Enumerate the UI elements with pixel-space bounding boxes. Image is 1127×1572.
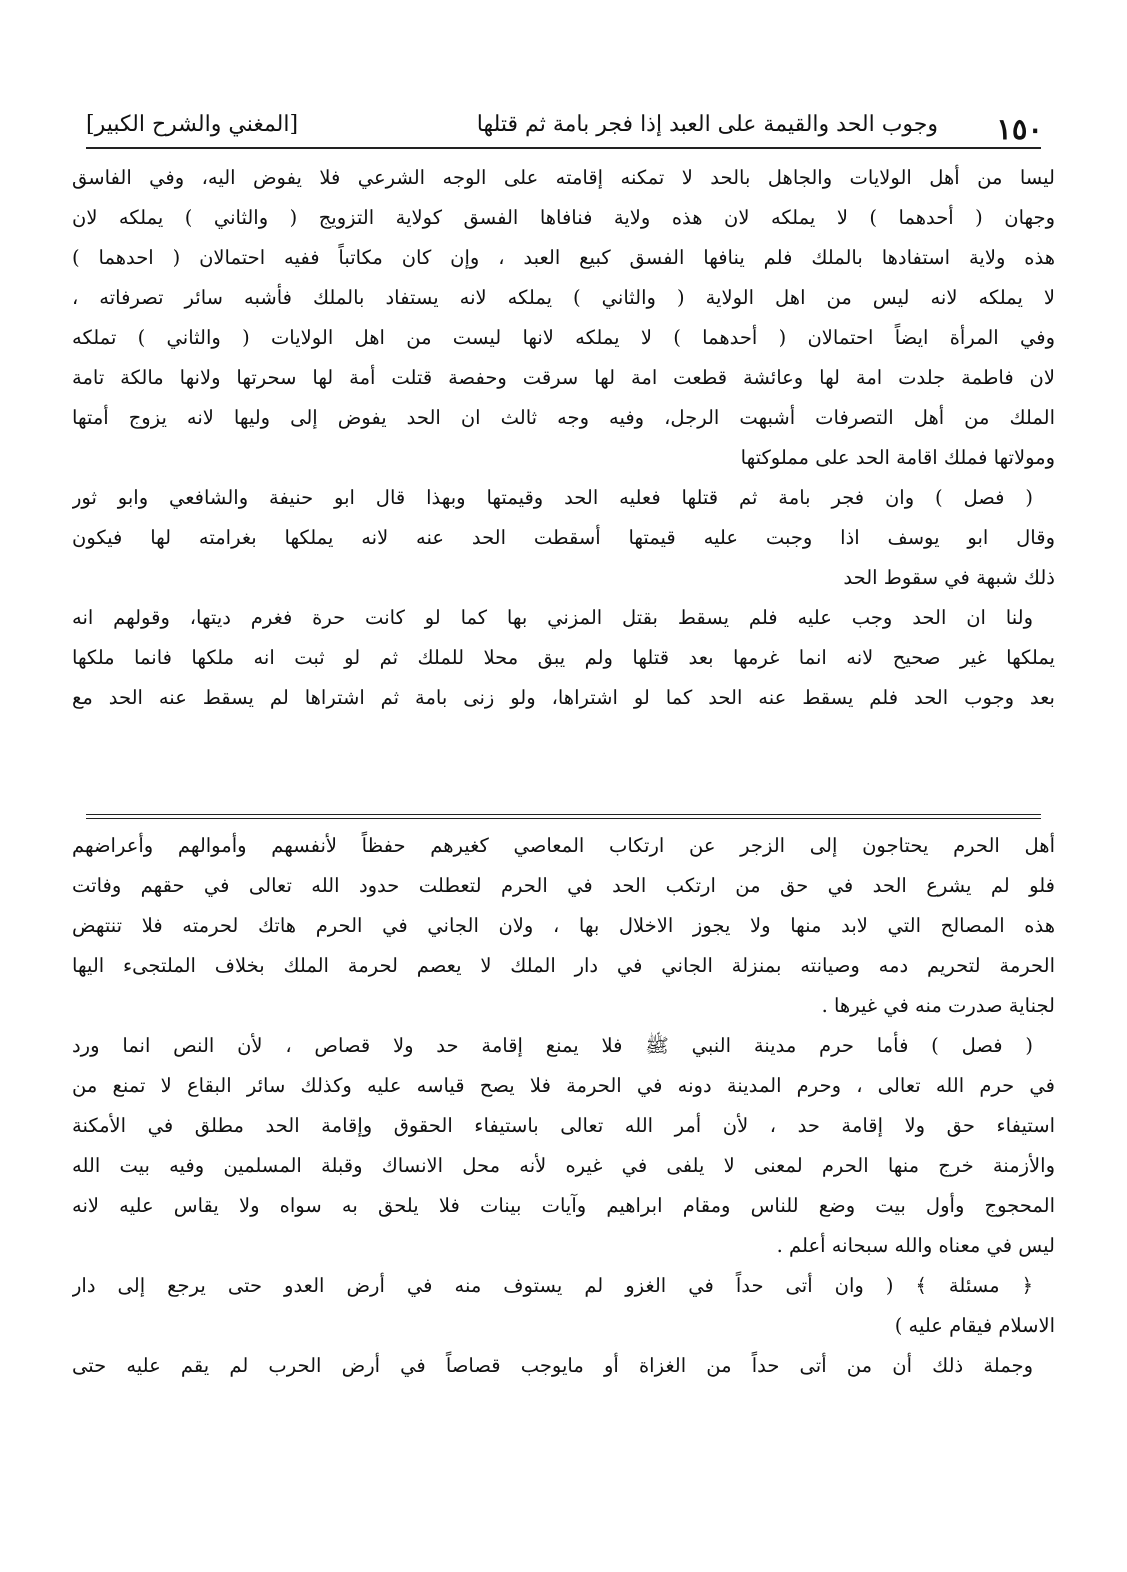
main-text [72, 158, 1055, 718]
text-line: لا يملكه لانه ليس من اهل الولاية ( والثاني ) يملكه لانه يستفاد بالملك فأشبه سائر تصرفاته ، [72, 286, 1055, 309]
commentary-text [72, 826, 1055, 1386]
text-line: الاسلام فيقام عليه ) [894, 1314, 1055, 1337]
text-line: الملك من أهل التصرفات أشبهت الرجل، وفيه وجه ثالث ان الحد يفوض إلى وليها لانه يزوج أمتها [72, 406, 1055, 429]
text-line: هذه المصالح التي لابد منها ولا يجوز الاخلال بها ، ولان الجاني في الحرم هاتك لحرمته فلا تنتهض [72, 914, 1055, 937]
text-line: ﴿ مسئلة ﴾ ( وان أتى حداً في الغزو لم يستوف منه في أرض العدو حتى يرجع إلى دار [72, 1274, 1033, 1297]
text-line: ليسا من أهل الولايات والجاهل بالحد لا تمكنه إقامته على الوجه الشرعي فلا يفوض اليه، وفي الفاسق [72, 166, 1055, 189]
text-line: ليس في معناه والله سبحانه أعلم . [776, 1234, 1055, 1257]
text-line: بعد وجوب الحد فلم يسقط عنه الحد كما لو اشتراها، ولو زنى بامة ثم اشتراها لم يسقط عنه الحد مع [72, 686, 1055, 709]
text-line: وجملة ذلك أن من أتى حداً من الغزاة أو مايوجب قصاصاً في أرض الحرب لم يقم عليه حتى [72, 1354, 1033, 1377]
text-line: والأزمنة خرج منها الحرم لمعنى لا يلفى في غيره لأنه محل الانساك وقبلة المسلمين وفيه بيت الله [72, 1154, 1055, 1177]
text-line: الحرمة لتحريم دمه وصيانته بمنزلة الجاني في دار الملك لا يعصم لحرمة الملك بخلاف الملتجىء اليها [72, 954, 1055, 977]
text-line: المحجوج وأول بيت وضع للناس ومقام ابراهيم وآيات بينات فلا يلحق به سواه ولا يقاس عليه لانه [72, 1194, 1055, 1217]
text-line: يملكها غير صحيح لانه انما غرمها بعد قتلها ولم يبق محلا للملك ثم لو ثبت انه ملكها فانما ملكها [72, 646, 1055, 669]
text-line: لجناية صدرت منه في غيرها . [821, 994, 1055, 1017]
text-line: ولنا ان الحد وجب عليه فلم يسقط بقتل المزني بها كما لو كانت حرة فغرم ديتها، وقولهم انه [72, 606, 1033, 629]
text-line: وفي المرأة ايضاً احتمالان ( أحدهما ) لا يملكه لانها ليست من اهل الولايات ( والثاني ) تملكه [72, 326, 1055, 349]
page-number: ١٥٠ [996, 112, 1043, 146]
text-line: ومولاتها فملك اقامة الحد على مملوكتها [740, 446, 1055, 469]
text-line: استيفاء حق ولا إقامة حد ، لأن أمر الله تعالى باستيفاء الحقوق وإقامة الحد مطلق في الأمكنة [72, 1114, 1055, 1137]
text-line: ( فصل ) وان فجر بامة ثم قتلها فعليه الحد وقيمتها وبهذا قال ابو حنيفة والشافعي وابو ثور [72, 486, 1033, 509]
text-line: ( فصل ) فأما حرم مدينة النبي ﷺ فلا يمنع إقامة حد ولا قصاص ، لأن النص انما ورد [72, 1034, 1033, 1057]
text-line: ذلك شبهة في سقوط الحد [843, 566, 1055, 589]
text-line: وجهان ( أحدهما ) لا يملكه لان هذه ولاية فنافاها الفسق كولاية التزويج ( والثاني ) يملكه لان [72, 206, 1055, 229]
text-line: هذه ولاية استفادها بالملك فلم ينافها الفسق كبيع العبد ، وإن كان مكاتباً ففيه احتمالان ( احدهما ) [72, 246, 1055, 269]
text-line: فلو لم يشرع الحد في حق من ارتكب الحد في الحرم لتعطلت حدود الله تعالى في حقهم وفاتت [72, 874, 1055, 897]
section-divider [86, 814, 1041, 819]
header-rule [86, 147, 1041, 149]
page-header [86, 98, 1043, 148]
text-line: وقال ابو يوسف اذا وجبت عليه قيمتها أسقطت الحد عنه لانه يملكها بغرامته لها فيكون [72, 526, 1055, 549]
book-title: [المغني والشرح الكبير] [86, 112, 299, 137]
running-title: وجوب الحد والقيمة على العبد إذا فجر بامة ثم قتلها [476, 112, 938, 137]
text-line: أهل الحرم يحتاجون إلى الزجر عن ارتكاب المعاصي كغيرهم حفظاً لأنفسهم وأموالهم وأعراضهم [72, 834, 1055, 857]
text-line: لان فاطمة جلدت امة لها وعائشة قطعت امة لها سرقت وحفصة قتلت أمة لها سحرتها ولانها مالكة تامة [72, 366, 1055, 389]
text-line: في حرم الله تعالى ، وحرم المدينة دونه في الحرمة فلا يصح قياسه عليه وكذلك سائر البقاع لا تمنع من [72, 1074, 1055, 1097]
